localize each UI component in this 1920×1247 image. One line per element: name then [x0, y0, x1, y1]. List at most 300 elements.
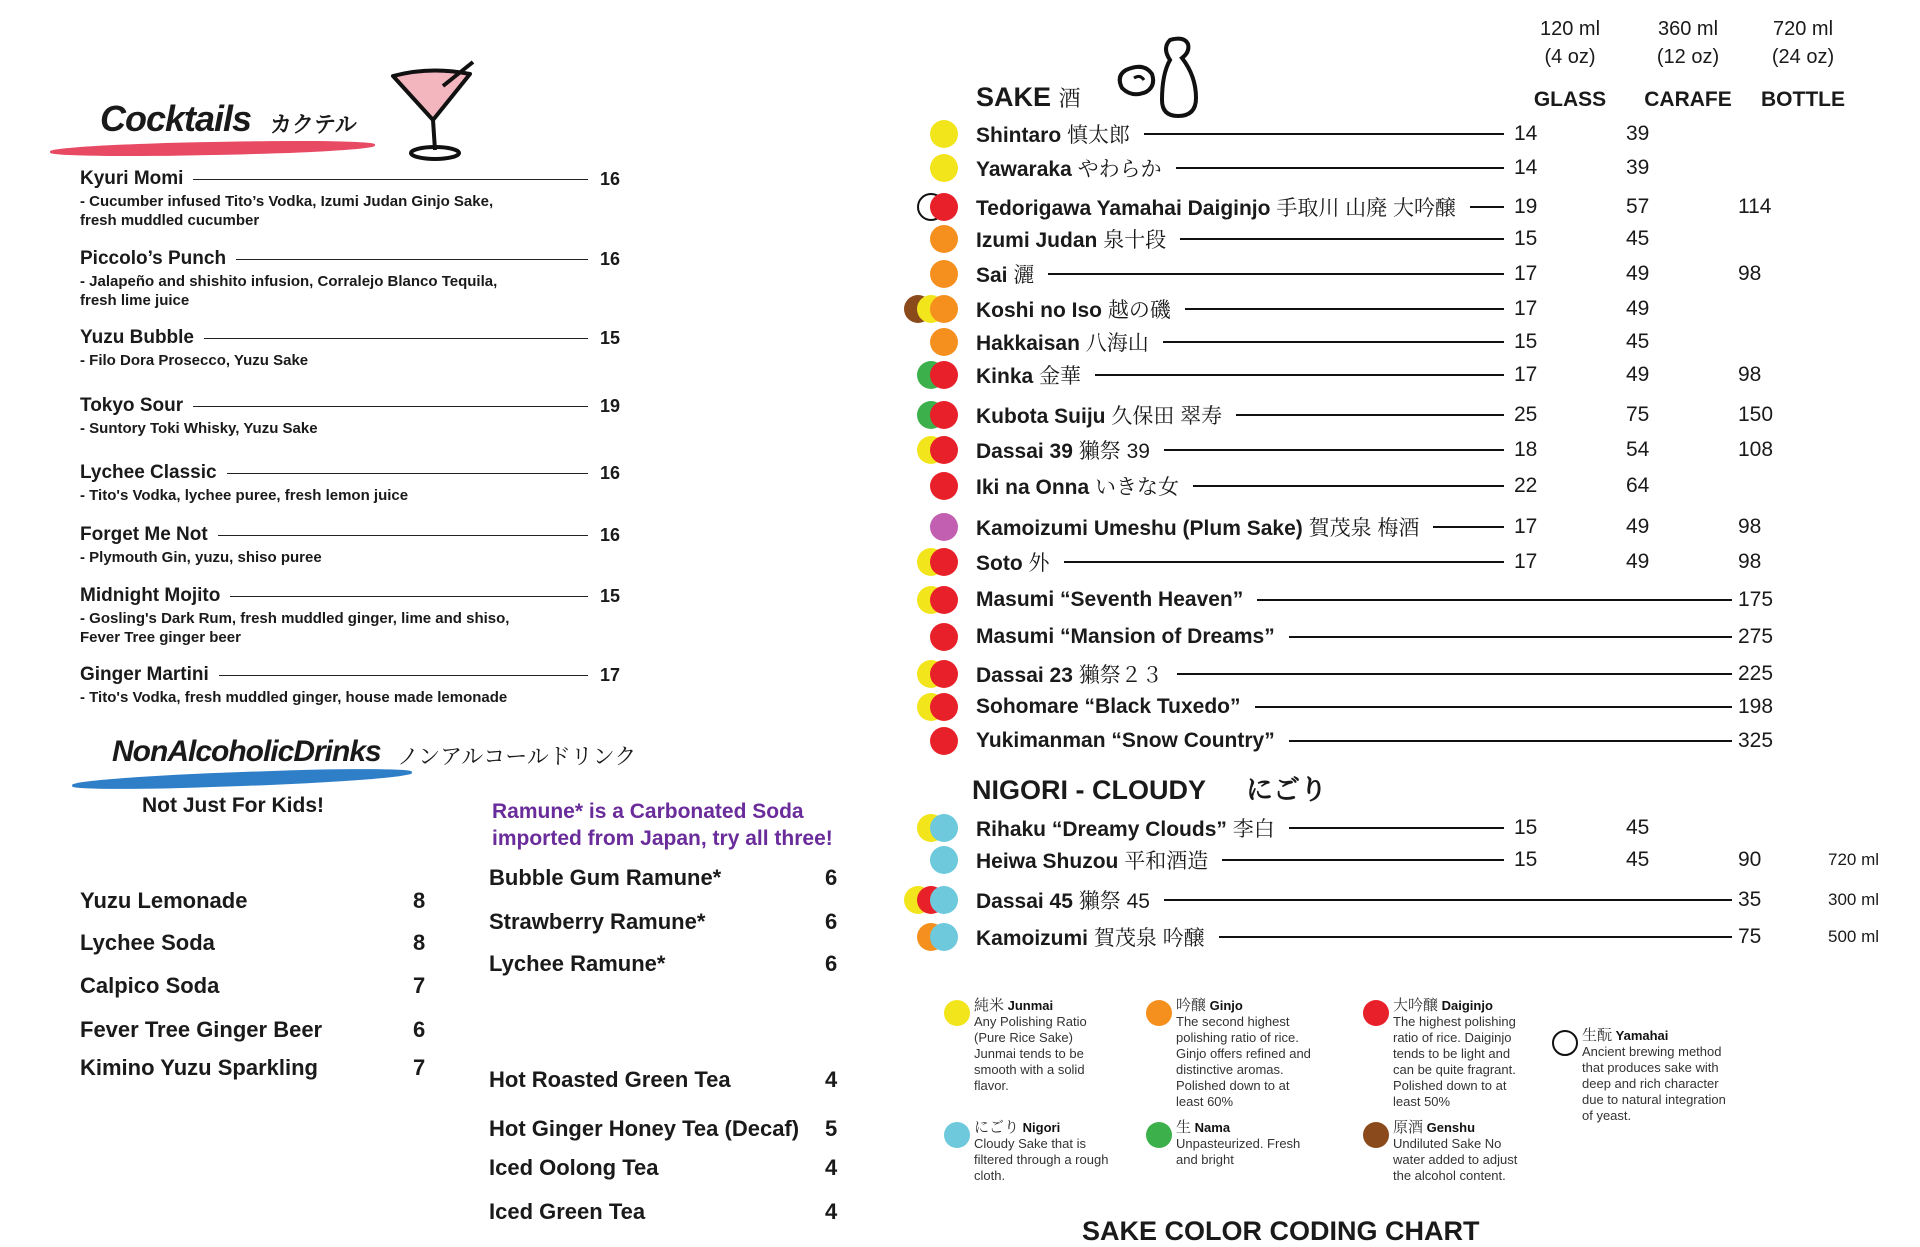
leader-line [1236, 414, 1504, 416]
glass-price: 14 [1514, 156, 1538, 179]
carafe-price: 57 [1626, 195, 1650, 218]
sake-bottle-icon [1112, 36, 1212, 120]
description-line: - Tito's Vodka, lychee puree, fresh lemon juice [80, 487, 409, 504]
sake-name-en: Soto [976, 552, 1023, 575]
cocktail-description [80, 351, 620, 370]
drink-price: 6 [825, 909, 838, 934]
bottle-price: 175 [1738, 588, 1774, 611]
sake-name [976, 327, 1149, 357]
cocktail-price: 15 [599, 585, 620, 606]
bottle-price: 275 [1738, 625, 1774, 648]
legend-heading [1582, 1028, 1732, 1044]
drink-price: 6 [825, 951, 838, 976]
description-line: fresh lime juice [80, 292, 190, 309]
sake-row [900, 434, 1900, 466]
column-label: CARAFE [1644, 88, 1732, 111]
drink-item [80, 1017, 430, 1043]
sake-row [900, 725, 1900, 757]
legend-description: Ancient brewing method that produces sake with deep and rich character due to natural integration of yeast. [1582, 1044, 1726, 1123]
sake-row [900, 621, 1900, 653]
sake-row [900, 546, 1900, 578]
cocktail-header [80, 395, 620, 417]
sake-name [976, 588, 1243, 612]
pink-brush-stroke [50, 139, 375, 158]
description-line: - Filo Dora Prosecco, Yuzu Sake [80, 352, 309, 369]
drink-name: Iced Oolong Tea [489, 1155, 659, 1180]
sake-title-jp: 酒 [1058, 86, 1081, 111]
ginjo-dot-icon [930, 260, 958, 288]
column-size: 360 ml [1657, 18, 1719, 40]
cocktail-description [80, 419, 620, 438]
sake-name [976, 845, 1208, 875]
drink-name: Yuzu Lemonade [80, 888, 248, 913]
daiginjo-dot-icon [930, 548, 958, 576]
drink-name: Hot Roasted Green Tea [489, 1067, 731, 1092]
cocktail-item [80, 585, 620, 647]
legend-name: Yamahai [1615, 1028, 1669, 1043]
description-line: - Jalapeño and shishito infusion, Corralejo Blanco Tequila, [80, 273, 498, 290]
drink-price: 7 [413, 973, 426, 998]
color-dots [900, 922, 976, 952]
cocktail-item [80, 327, 620, 370]
sake-name-en: Shintaro [976, 124, 1062, 147]
drink-price: 4 [825, 1199, 838, 1224]
drink-item [489, 1116, 849, 1142]
carafe-price: 39 [1626, 156, 1650, 179]
sake-name-jp: 賀茂泉 吟醸 [1093, 927, 1205, 950]
sake-name [976, 922, 1205, 952]
legend-item [1393, 998, 1533, 1110]
sake-name [976, 224, 1166, 254]
glass-price: 17 [1514, 262, 1538, 285]
non-alcoholic-subtitle: Not Just For Kids! [142, 794, 324, 817]
cocktail-name: Forget Me Not [80, 524, 208, 545]
legend-item [1176, 998, 1316, 1110]
sake-name-en: Sai [976, 264, 1008, 287]
sake-name [976, 192, 1456, 222]
leader-line [1257, 599, 1732, 601]
ramune-note-line: imported from Japan, try all three! [492, 827, 833, 850]
legend-jp: 生酛 [1582, 1027, 1613, 1044]
legend-name: Junmai [1007, 998, 1054, 1013]
sake-name-jp: やわらか [1077, 158, 1162, 181]
sake-name-jp: 慎太郎 [1067, 124, 1131, 147]
sake-name-en: Rihaku “Dreamy Clouds” [976, 818, 1227, 841]
legend-description: The second highest polishing ratio of rice. Ginjo offers refined and distinctive aromas. Polished down to at least 60% [1176, 1014, 1311, 1109]
color-dots [900, 192, 976, 222]
cocktail-name: Piccolo’s Punch [80, 248, 227, 269]
description-line: - Gosling's Dark Rum, fresh muddled ginger, lime and shiso, [80, 610, 510, 627]
sake-name-jp: 外 [1028, 552, 1050, 575]
legend-title: SAKE COLOR CODING CHART [1082, 1216, 1480, 1246]
legend-name: Ginjo [1209, 998, 1243, 1013]
leader-line [218, 535, 588, 536]
cocktail-price: 15 [599, 327, 620, 348]
sake-row [900, 584, 1900, 616]
leader-line [193, 406, 588, 407]
glass-price: 17 [1514, 550, 1538, 573]
carafe-price: 45 [1626, 330, 1650, 353]
cocktails-title: Cocktails [100, 98, 252, 139]
sake-name-en: Masumi “Mansion of Dreams” [976, 625, 1275, 648]
leader-line [1289, 740, 1732, 742]
nigori-title [972, 768, 1327, 807]
color-dots [900, 622, 976, 652]
legend-description: Cloudy Sake that is filtered through a rough cloth. [974, 1136, 1109, 1183]
martini-glass-icon [385, 58, 485, 163]
color-dots [900, 153, 976, 183]
leader-line [1095, 374, 1504, 376]
sake-name [976, 360, 1081, 390]
sake-name-en: Iki na Onna [976, 476, 1090, 499]
cocktail-name: Midnight Mojito [80, 585, 221, 606]
sake-title-en: SAKE [976, 82, 1052, 112]
ginjo-dot-icon [930, 295, 958, 323]
sake-name-jp: 手取川 山廃 大吟醸 [1276, 197, 1456, 220]
sake-name [976, 547, 1050, 577]
drink-price: 8 [413, 888, 426, 913]
cocktail-item [80, 524, 620, 567]
drink-item [489, 909, 849, 935]
sake-name [976, 153, 1162, 183]
legend-heading [974, 1120, 1114, 1136]
leader-line [1222, 859, 1504, 861]
drink-item [80, 930, 430, 956]
sake-name-en: Hakkaisan [976, 332, 1080, 355]
sake-row [900, 359, 1900, 391]
leader-line [1289, 636, 1732, 638]
junmai-dot-icon [930, 120, 958, 148]
sake-name-en: Koshi no Iso [976, 299, 1102, 322]
leader-line [1193, 485, 1504, 487]
daiginjo-dot-icon [930, 361, 958, 389]
bottle-size: 720 ml [1828, 850, 1880, 869]
carafe-price: 49 [1626, 262, 1650, 285]
column-size: 120 ml [1539, 18, 1601, 40]
bottle-price: 35 [1738, 888, 1762, 911]
sake-name-en: Kinka [976, 365, 1034, 388]
nigori-title-en: NIGORI - CLOUDY [972, 775, 1206, 805]
cocktail-description [80, 609, 620, 647]
sake-name-jp: 平和酒造 [1124, 850, 1209, 873]
drink-item [489, 951, 849, 977]
cocktail-header [80, 462, 620, 484]
drink-price: 4 [825, 1155, 838, 1180]
bottle-size: 500 ml [1828, 927, 1880, 946]
column-label: BOTTLE [1761, 88, 1845, 111]
sake-row [900, 921, 1900, 953]
sake-row [900, 691, 1900, 723]
cocktail-name: Lychee Classic [80, 462, 217, 483]
nigori-dot-icon [930, 814, 958, 842]
carafe-price: 49 [1626, 363, 1650, 386]
drink-name: Iced Green Tea [489, 1199, 646, 1224]
color-dots [900, 845, 976, 875]
daiginjo-dot-icon [930, 436, 958, 464]
color-dots [900, 585, 976, 615]
daiginjo-dot-icon [930, 660, 958, 688]
sake-name-jp: いきな女 [1095, 476, 1180, 499]
carafe-price: 39 [1626, 122, 1650, 145]
cocktail-item [80, 168, 620, 230]
sake-name-jp: 獺祭２３ [1078, 664, 1163, 687]
cocktail-header [80, 327, 620, 349]
cocktail-price: 16 [599, 524, 620, 545]
sake-name [976, 729, 1275, 753]
cocktail-description [80, 688, 620, 707]
sake-name-en: Dassai 45 [976, 890, 1073, 913]
sake-name-jp: 獺祭 45 [1078, 890, 1150, 913]
leader-line [1064, 561, 1505, 563]
legend-item [974, 998, 1114, 1094]
leader-line [1219, 936, 1732, 938]
drink-item [489, 1199, 849, 1225]
color-dots [900, 512, 976, 542]
sake-name-en: Kubota Suiju [976, 405, 1106, 428]
sake-name-jp: 金華 [1039, 365, 1082, 388]
daiginjo-dot-icon [930, 401, 958, 429]
sake-row [900, 844, 1900, 876]
bottle-size: 300 ml [1828, 890, 1880, 909]
nigori-title-jp: にごり [1246, 775, 1327, 805]
sake-name-en: Sohomare “Black Tuxedo” [976, 695, 1241, 718]
daiginjo-dot-icon [930, 727, 958, 755]
sake-row [900, 118, 1900, 150]
legend-heading [1176, 998, 1316, 1014]
blue-brush-stroke [72, 766, 412, 792]
legend-description: Undiluted Sake No water added to adjust the alcohol content. [1393, 1136, 1518, 1183]
sake-name-jp: 賀茂泉 梅酒 [1308, 517, 1420, 540]
sake-row [900, 658, 1900, 690]
sake-name-en: Dassai 39 [976, 440, 1073, 463]
umeshu-dot-icon [930, 513, 958, 541]
bottle-price: 98 [1738, 515, 1762, 538]
sake-row [900, 191, 1900, 223]
legend-name: Nama [1194, 1120, 1231, 1135]
bottle-price: 198 [1738, 695, 1774, 718]
cocktail-item [80, 664, 620, 707]
color-dots [900, 224, 976, 254]
color-dots [900, 726, 976, 756]
nigori-dot-icon [930, 923, 958, 951]
legend-description: The highest polishing ratio of rice. Daiginjo tends to be light and can be quite fragrant. Polished down to at least 50% [1393, 1014, 1516, 1109]
sake-row [900, 812, 1900, 844]
cocktails-title-jp: カクテル [270, 112, 357, 137]
daiginjo-dot-icon [930, 693, 958, 721]
cocktail-price: 19 [599, 395, 620, 416]
yamahai-legend-dot-icon [1552, 1030, 1578, 1056]
sake-name [976, 659, 1163, 689]
sake-name [976, 625, 1275, 649]
drink-price: 8 [413, 930, 426, 955]
color-dots [900, 400, 976, 430]
sake-row [900, 399, 1900, 431]
glass-price: 19 [1514, 195, 1538, 218]
sake-name-jp: 久保田 翠寿 [1111, 405, 1223, 428]
ginjo-dot-icon [930, 328, 958, 356]
ramune-note-line: Ramune* is a Carbonated Soda [492, 800, 804, 823]
legend-description: Any Polishing Ratio (Pure Rice Sake) Junmai tends to be smooth with a solid flavor. [974, 1014, 1087, 1093]
cocktail-name: Kyuri Momi [80, 168, 184, 189]
cocktail-description [80, 272, 620, 310]
column-size: 720 ml [1772, 18, 1834, 40]
sake-row [900, 470, 1900, 502]
sake-name [976, 294, 1171, 324]
sake-name-en: Kamoizumi [976, 927, 1089, 950]
carafe-price: 49 [1626, 550, 1650, 573]
legend-name: Genshu [1426, 1120, 1476, 1135]
legend-item [1176, 1120, 1316, 1168]
legend-jp: 生 [1176, 1119, 1192, 1136]
sake-name-jp: 泉十段 [1103, 229, 1167, 252]
leader-line [236, 259, 588, 260]
color-dots [900, 885, 976, 915]
drink-price: 5 [825, 1116, 838, 1141]
sake-name [976, 435, 1150, 465]
leader-line [1180, 238, 1504, 240]
drink-name: Kimino Yuzu Sparkling [80, 1055, 318, 1080]
sake-name-jp: 八海山 [1085, 332, 1149, 355]
color-dots [900, 659, 976, 689]
junmai-dot-icon [930, 154, 958, 182]
color-dots [900, 547, 976, 577]
sake-row [900, 511, 1900, 543]
nigori-dot-icon [930, 846, 958, 874]
leader-line [193, 179, 588, 180]
legend-item [974, 1120, 1114, 1184]
sake-name-en: Tedorigawa Yamahai Daiginjo [976, 197, 1271, 220]
legend-heading [1393, 1120, 1533, 1136]
sake-row [900, 223, 1900, 255]
drink-name: Lychee Ramune* [489, 951, 666, 976]
carafe-price: 49 [1626, 297, 1650, 320]
daiginjo-legend-dot-icon [1363, 1000, 1389, 1026]
carafe-price: 54 [1626, 438, 1650, 461]
leader-line [1144, 133, 1504, 135]
leader-line [1177, 673, 1732, 675]
leader-line [1255, 706, 1732, 708]
sake-name [976, 813, 1275, 843]
color-dots [900, 327, 976, 357]
daiginjo-dot-icon [930, 586, 958, 614]
legend-item [1393, 1120, 1533, 1184]
sake-name [976, 400, 1222, 430]
bottle-price: 225 [1738, 662, 1774, 685]
legend-jp: にごり [974, 1119, 1020, 1136]
legend-jp: 吟醸 [1176, 997, 1207, 1014]
drink-name: Strawberry Ramune* [489, 909, 706, 934]
drink-price: 7 [413, 1055, 426, 1080]
cocktail-name: Yuzu Bubble [80, 327, 194, 348]
sake-name [976, 885, 1150, 915]
glass-price: 15 [1514, 227, 1538, 250]
carafe-price: 49 [1626, 515, 1650, 538]
bottle-price: 98 [1738, 363, 1762, 386]
sake-row [900, 152, 1900, 184]
nama-legend-dot-icon [1146, 1122, 1172, 1148]
daiginjo-dot-icon [930, 472, 958, 500]
sake-row [900, 293, 1900, 325]
carafe-price: 75 [1626, 403, 1650, 426]
sake-name-jp: 李白 [1232, 818, 1275, 841]
non-alcoholic-title-jp: ノンアルコールドリンク [397, 744, 637, 769]
bottle-price: 98 [1738, 550, 1762, 573]
daiginjo-dot-icon [930, 623, 958, 651]
drink-name: Hot Ginger Honey Tea (Decaf) [489, 1116, 800, 1141]
color-dots [900, 692, 976, 722]
sake-row [900, 258, 1900, 290]
sake-name-en: Dassai 23 [976, 664, 1073, 687]
drink-item [80, 973, 430, 999]
color-dots [900, 813, 976, 843]
cocktail-price: 16 [599, 168, 620, 189]
ginjo-legend-dot-icon [1146, 1000, 1172, 1026]
leader-line [1470, 206, 1504, 208]
cocktail-header [80, 168, 620, 190]
sake-name-en: Masumi “Seventh Heaven” [976, 588, 1244, 611]
leader-line [219, 675, 588, 676]
description-line: - Tito's Vodka, fresh muddled ginger, house made lemonade [80, 689, 508, 706]
legend-name: Nigori [1022, 1120, 1061, 1135]
leader-line [227, 473, 588, 474]
leader-line [230, 596, 588, 597]
drink-item [489, 1155, 849, 1181]
non-alcoholic-title: NonAlcoholicDrinks [112, 735, 381, 768]
sake-name-jp: 越の磯 [1107, 299, 1171, 322]
color-dots [900, 294, 976, 324]
glass-price: 14 [1514, 122, 1538, 145]
legend-jp: 大吟醸 [1393, 997, 1439, 1014]
genshu-legend-dot-icon [1363, 1122, 1389, 1148]
sake-name [976, 259, 1034, 289]
carafe-price: 64 [1626, 474, 1650, 497]
bottle-price: 108 [1738, 438, 1774, 461]
drink-price: 6 [413, 1017, 426, 1042]
sake-name-jp: 灑 [1013, 264, 1035, 287]
glass-price: 22 [1514, 474, 1538, 497]
column-label: GLASS [1533, 88, 1607, 111]
description-line: Fever Tree ginger beer [80, 629, 241, 646]
sake-name-jp: 獺祭 39 [1078, 440, 1150, 463]
junmai-legend-dot-icon [944, 1000, 970, 1026]
cocktail-item [80, 248, 620, 310]
cocktail-header [80, 524, 620, 546]
sake-row [900, 884, 1900, 916]
drink-item [80, 888, 430, 914]
bottle-price: 114 [1738, 195, 1772, 218]
description-line: fresh muddled cucumber [80, 212, 260, 229]
drink-item [489, 865, 849, 891]
drink-price: 6 [825, 865, 838, 890]
sake-name-en: Izumi Judan [976, 229, 1098, 252]
carafe-price: 45 [1626, 227, 1650, 250]
sake-name-en: Heiwa Shuzou [976, 850, 1119, 873]
legend-heading [1176, 1120, 1316, 1136]
cocktail-description [80, 486, 620, 505]
cocktail-price: 16 [599, 248, 620, 269]
glass-price: 15 [1514, 848, 1538, 871]
carafe-price: 45 [1626, 848, 1650, 871]
cocktail-header [80, 585, 620, 607]
legend-jp: 純米 [974, 997, 1005, 1014]
glass-price: 15 [1514, 330, 1538, 353]
glass-price: 25 [1514, 403, 1538, 426]
leader-line [1048, 273, 1504, 275]
ramune-note [492, 798, 833, 852]
cocktail-description [80, 192, 620, 230]
glass-price: 17 [1514, 363, 1538, 386]
sake-name [976, 695, 1241, 719]
